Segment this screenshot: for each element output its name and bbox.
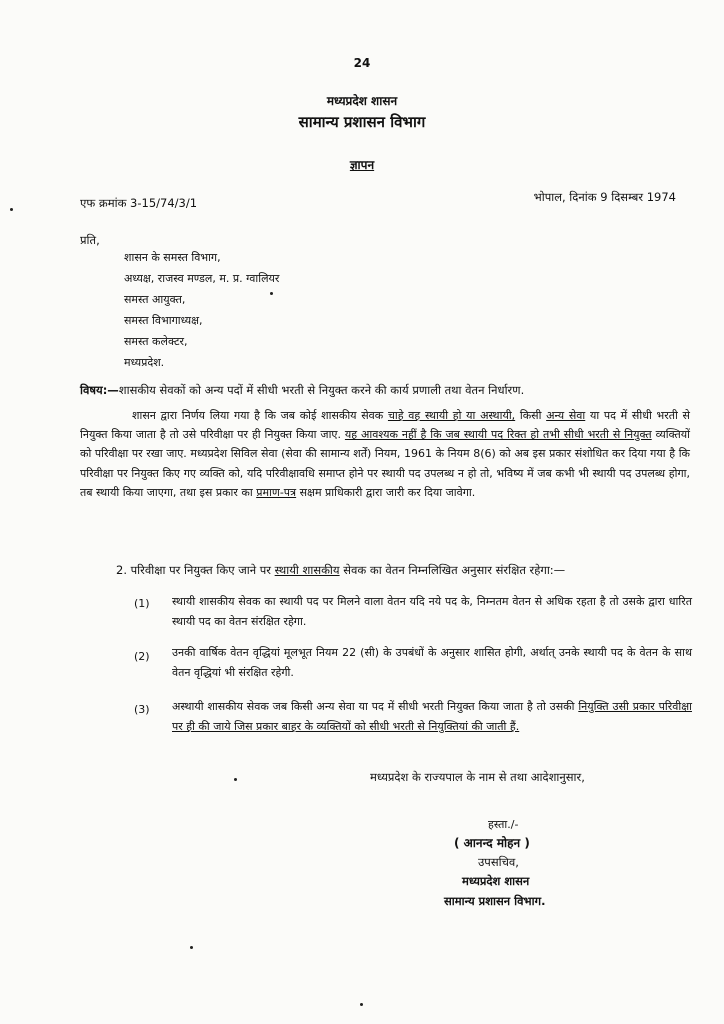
item3-underlined: नियुक्ति उसी प्रकार परिवीक्षा पर ही की जाये जिस प्रकार बाहर के व्यक्तियों को सीधी भरती से नियुक्तियां की जाती हैं. [172,700,692,733]
scan-speck [360,1003,363,1006]
item-text: उनकी वार्षिक वेतन वृद्धियां मूलभूत नियम 22 (सी) के उपबंधों के अनुसार शासित होगी, अर्थात् उनके स्थायी पद के वेतन के साथ वेतन वृद्धियां भी संरक्षित रहेगी. [172,646,692,679]
signed-mark: हस्ता./- [488,818,519,831]
signatory-designation: उपसचिव, [478,855,519,869]
recipient: शासन के समस्त विभाग, [124,251,221,264]
scan-speck [234,778,237,781]
to-label: प्रति, [80,233,100,247]
scan-speck [270,292,273,295]
scan-speck [10,208,13,211]
item-text: स्थायी शासकीय सेवक का स्थायी पद पर मिलने वाला वेतन यदि नये पद के, निम्नतम वेतन से अधिक रहता है तो उसके द्वारा धारित स्थायी पद का वेतन संरक्षित रहेगा. [172,595,692,628]
government-heading: मध्यप्रदेश शासन [326,94,398,108]
para1-text: व्यक्तियों को परिवीक्षा पर रखा जाए. मध्यप्रदेश सिविल सेवा (सेवा की सामान्य शर्तें) नियम, 1961 के नियम 8(6) को अब इस प्रकार संशोधित कर दिया गया है कि परिवीक्षा पर नियुक्त किए गए व्यक्ति को, यदि परिवीक्षावधि समाप्त होने पर स्थायी पद उपलब्ध न हो तो, भविष्य में जब कभी भी स्थायी पद उपलब्ध होगा, तब स्थायी किया जाएगा, तथा इस प्रकार का [80,428,691,499]
para1-underlined: चाहे वह स्थायी हो या अस्थायी, [387,409,516,422]
item3-text: अस्थायी शासकीय सेवक जब किसी अन्य सेवा या पद में सीधी भरती नियुक्त किया जाता है तो उसकी [172,700,579,713]
para2-underlined: स्थायी शासकीय [274,563,340,577]
signatory-name: ( आनन्द मोहन ) [454,836,530,850]
item-number: (1) [134,597,150,610]
recipient: समस्त कलेक्टर, [124,335,188,348]
subject-line [80,383,524,398]
para1-text: या पद में सीधी भरती से नियुक्त किया जाता है तो उसे परिवीक्षा पर ही नियुक्त किया जाए. [80,409,690,442]
recipient: समस्त आयुक्त, [124,293,186,306]
paragraph-2 [116,563,565,578]
order-line: मध्यप्रदेश के राज्यपाल के नाम से तथा आदेशानुसार, [370,770,585,784]
para1-text: सक्षम प्राधिकारी द्वारा जारी कर दिया जावेगा. [296,485,476,499]
recipient: समस्त विभागाध्यक्ष, [124,314,203,327]
para1-underlined: अन्य सेवा [546,409,586,422]
para2-text: सेवक का वेतन निम्नलिखित अनुसार संरक्षित रहेगा:— [339,563,566,577]
item-number: (3) [134,703,150,716]
para1-text: शासन द्वारा निर्णय लिया गया है कि जब कोई शासकीय सेवक [132,409,388,422]
document-type-heading: ज्ञापन [349,158,375,172]
subject-text: शासकीय सेवकों को अन्य पदों में सीधी भरती से नियुक्त करने की कार्य प्रणाली तथा वेतन निर्धारण. [118,383,525,397]
reference-number: एफ क्रमांक 3-15/74/3/1 [80,196,198,210]
recipient-list [124,247,279,373]
item-text [172,697,692,737]
place-date: भोपाल, दिनांक 9 दिसम्बर 1974 [533,190,676,204]
recipient: अध्यक्ष, राजस्व मण्डल, म. प्र. ग्वालियर [124,272,280,285]
para1-underlined: प्रमाण-पत्र [256,485,297,499]
recipient: मध्यप्रदेश. [124,356,165,369]
department-heading: सामान्य प्रशासन विभाग [298,113,426,131]
para1-underlined: यह आवश्यक नहीं है कि जब स्थायी पद रिक्त हो तभी सीधी भरती से नियुक्त [344,428,652,442]
paragraph-1 [80,406,690,502]
scan-speck [190,946,193,949]
signatory-government: मध्यप्रदेश शासन [462,874,530,888]
para2-text: 2. परिवीक्षा पर नियुक्त किए जाने पर [116,563,275,577]
signatory-department: सामान्य प्रशासन विभाग. [444,894,546,908]
page-number: 24 [353,56,371,70]
subject-label: विषय:— [80,383,119,397]
item-number: (2) [134,650,150,663]
para1-text: किसी [515,409,547,422]
